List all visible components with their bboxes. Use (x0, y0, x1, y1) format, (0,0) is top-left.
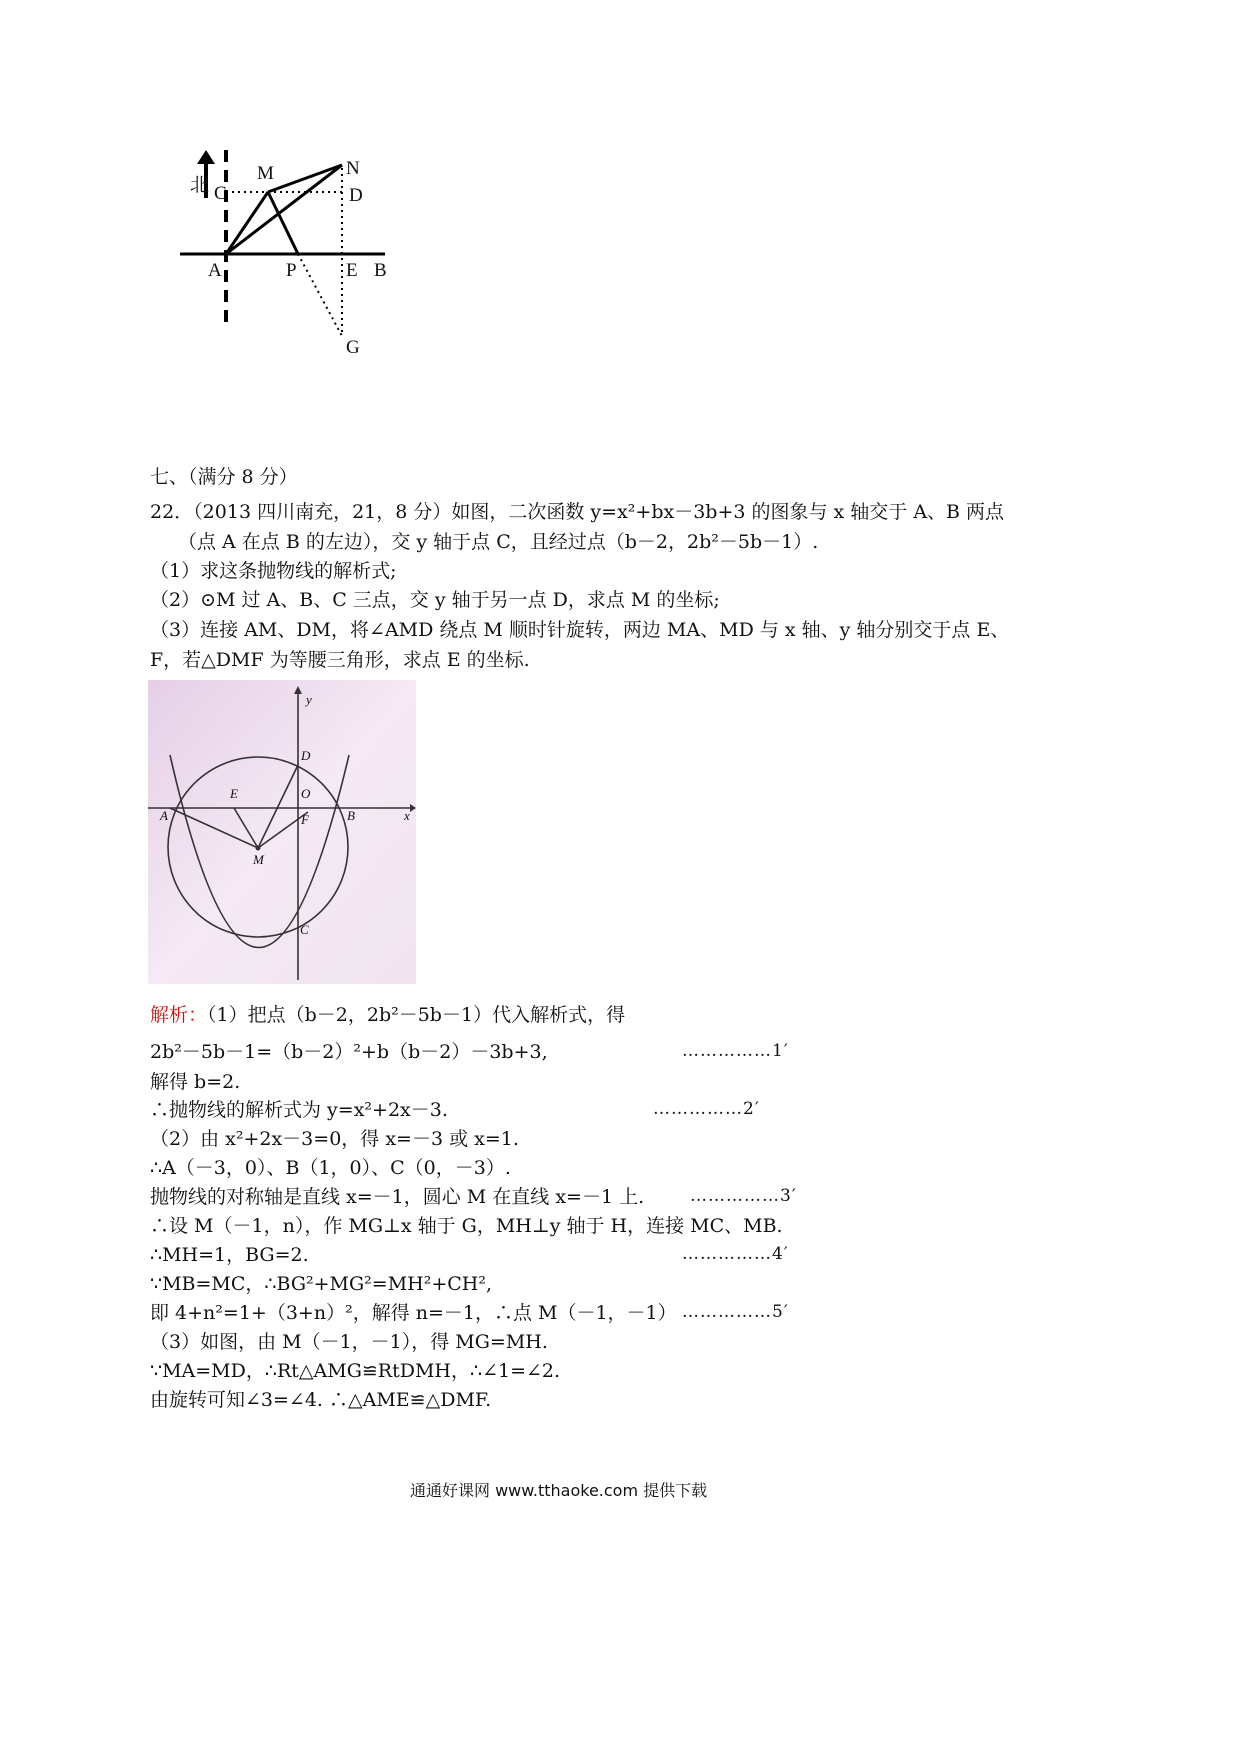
score-mark-2: ……………2′ (653, 1099, 760, 1119)
solution-step-11: 即 4+n²=1+（3+n）²，解得 n=－1，∴点 M（－1，－1） (150, 1302, 677, 1324)
solution-step-6: ∴A（－3，0）、B（1，0）、C（0，－3）. (150, 1157, 511, 1179)
solution-step-12: （3）如图，由 M（－1，－1），得 MG=MH. (150, 1331, 548, 1353)
solution-step-3: 解得 b=2. (150, 1071, 241, 1093)
score-mark-1: ……………1′ (682, 1041, 789, 1061)
solution-step-8: ∴设 M（－1，n），作 MG⊥x 轴于 G，MH⊥y 轴于 H，连接 MC、MB. (150, 1215, 783, 1237)
fig1-label-E: E (346, 260, 358, 281)
score-mark-4: ……………4′ (682, 1244, 789, 1264)
fig2-label-F: F (301, 812, 309, 827)
fig1-label-N: N (346, 158, 360, 179)
fig2-label-B: B (347, 808, 355, 823)
section-heading: 七、（满分 8 分） (150, 466, 298, 488)
fig1-label-A: A (208, 260, 222, 281)
fig1-label-D: D (349, 185, 363, 206)
fig2-label-D: D (301, 748, 311, 763)
fig2-label-A: A (160, 808, 168, 823)
fig1-label-C: C (214, 183, 227, 204)
solution-step-1: （1）把点（b－2，2b²－5b－1）代入解析式，得 (207, 1004, 626, 1026)
solution-step-10: ∵MB=MC，∴BG²+MG²=MH²+CH², (150, 1273, 493, 1295)
problem-question-1: （1）求这条抛物线的解析式; (150, 560, 397, 582)
fig2-label-C: C (300, 922, 309, 937)
fig1-label-B: B (374, 260, 387, 281)
page-footer: 通通好课网 www.tthaoke.com 提供下载 (410, 1481, 708, 1500)
figure-2-graph (148, 680, 416, 984)
solution-step-9: ∴MH=1，BG=2. (150, 1244, 309, 1266)
fig2-label-M: M (253, 852, 264, 867)
solution-step-14: 由旋转可知∠3=∠4. ∴△AME≌△DMF. (150, 1389, 492, 1411)
problem-question-2: （2）⊙M 过 A、B、C 三点，交 y 轴于另一点 D，求点 M 的坐标; (150, 589, 720, 611)
fig1-label-G: G (346, 337, 360, 358)
fig1-label-M: M (257, 163, 274, 184)
solution-step-2: 2b²－5b－1=（b－2）²+b（b－2）－3b+3, (150, 1041, 548, 1063)
solution-step-5: （2）由 x²+2x－3=0，得 x=－3 或 x=1. (150, 1128, 519, 1150)
solution-line-1 (150, 1003, 625, 1027)
solution-step-4: ∴抛物线的解析式为 y=x²+2x－3. (150, 1099, 448, 1121)
fig2-label-x: x (404, 808, 410, 823)
problem-line-1: 22．（2013 四川南充，21，8 分）如图，二次函数 y=x²+bx－3b+3 的图象与 x 轴交于 A、B 两点 (150, 501, 1005, 523)
solution-step-13: ∵MA=MD，∴Rt△AMG≌RtDMH，∴∠1=∠2. (150, 1360, 561, 1382)
fig2-label-O: O (301, 786, 311, 801)
problem-line-2: （点 A 在点 B 的左边），交 y 轴于点 C，且经过点（b－2，2b²－5b－1）. (178, 531, 819, 553)
score-mark-5: ……………5′ (682, 1302, 789, 1322)
fig2-label-y: y (306, 692, 312, 707)
score-mark-3: ……………3′ (690, 1186, 797, 1206)
fig2-label-E: E (230, 786, 238, 801)
fig1-label-north: 北 (190, 175, 210, 196)
problem-question-3-line-2: F，若△DMF 为等腰三角形，求点 E 的坐标. (150, 649, 530, 671)
fig1-label-P: P (286, 260, 297, 281)
solution-step-7: 抛物线的对称轴是直线 x=－1，圆心 M 在直线 x=－1 上. (150, 1186, 645, 1208)
solution-label: 解析： (150, 1004, 208, 1026)
problem-question-3-line-1: （3）连接 AM、DM，将∠AMD 绕点 M 顺时针旋转，两边 MA、MD 与 x 轴、y 轴分别交于点 E、 (150, 619, 1010, 641)
